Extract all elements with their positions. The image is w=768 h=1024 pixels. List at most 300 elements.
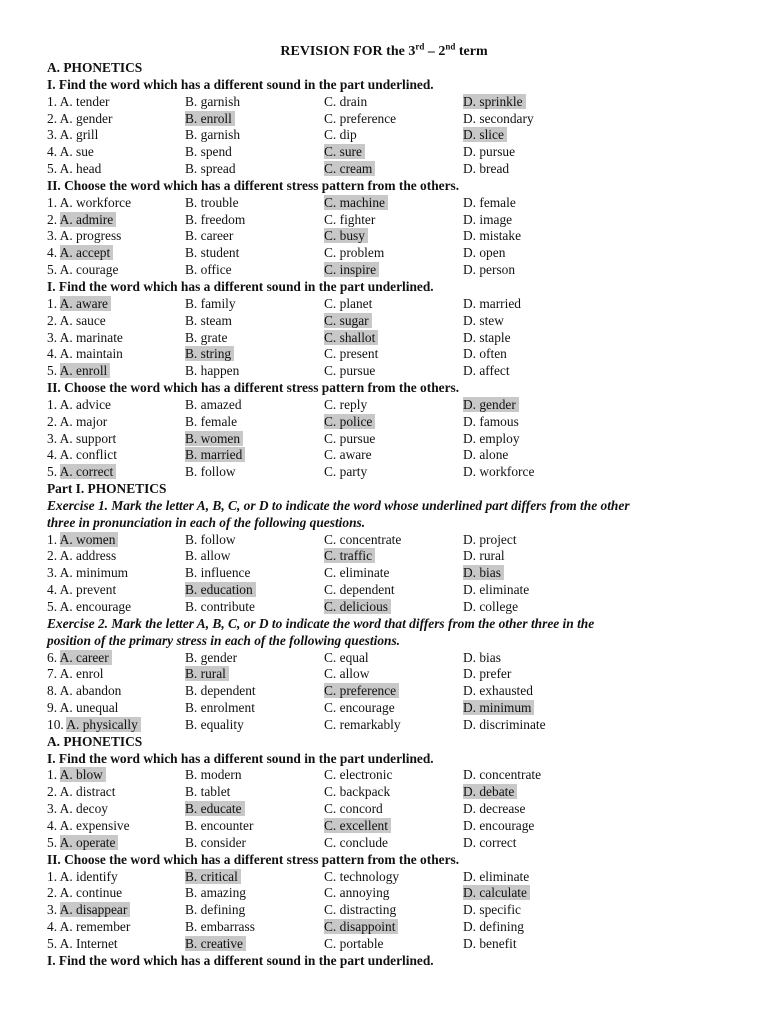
option-a	[47, 228, 185, 245]
option-b	[185, 313, 324, 330]
option-text-highlighted: C. machine	[324, 195, 388, 210]
option-a	[47, 127, 185, 144]
option-text: C. preference	[324, 110, 397, 126]
question-row	[47, 599, 737, 616]
option-text: B. consider	[185, 834, 246, 850]
option-b	[185, 902, 324, 919]
option-c	[324, 565, 463, 582]
option-a	[47, 885, 185, 902]
option-a	[47, 94, 185, 111]
option-text: C. reply	[324, 396, 368, 412]
instruction-heading: I. Find the word which has a different sound in the part underlined.	[47, 76, 434, 92]
option-text: B. defining	[185, 902, 246, 918]
option-text-highlighted: C. sure	[324, 144, 365, 159]
option-a	[47, 801, 185, 818]
option-b	[185, 650, 324, 667]
option-c	[324, 599, 463, 616]
option-a	[47, 548, 185, 565]
option-text: D. secondary	[463, 110, 534, 126]
option-text: 4. A. remember	[47, 919, 131, 935]
option-a	[47, 532, 185, 549]
question-row	[47, 296, 737, 313]
option-a	[47, 195, 185, 212]
option-text: D. bread	[463, 161, 510, 177]
option-b	[185, 919, 324, 936]
option-text-highlighted: D. bias	[463, 565, 504, 580]
option-c	[324, 330, 463, 347]
option-c	[324, 919, 463, 936]
option-a	[47, 784, 185, 801]
option-text-highlighted: C. busy	[324, 228, 368, 243]
question-row	[47, 111, 737, 128]
option-text: 3. A. progress	[47, 228, 122, 244]
option-text: B. equality	[185, 716, 244, 732]
option-text-highlighted: C. police	[324, 414, 375, 429]
option-text: B. garnish	[185, 93, 241, 109]
option-text-highlighted: C. disappoint	[324, 919, 398, 934]
option-text: B. tablet	[185, 784, 231, 800]
option-text: 1. A. workforce	[47, 194, 132, 210]
option-c	[324, 363, 463, 380]
option-d	[463, 245, 613, 262]
option-text-highlighted: C. cream	[324, 161, 375, 176]
exercise-heading: three in pronunciation in each of the following questions.	[47, 514, 366, 530]
option-d	[463, 346, 613, 363]
question-row	[47, 330, 737, 347]
option-text: D. female	[463, 194, 516, 210]
option-b	[185, 599, 324, 616]
question-row	[47, 683, 737, 700]
option-a	[47, 212, 185, 229]
option-b	[185, 262, 324, 279]
option-a	[47, 144, 185, 161]
option-a	[47, 464, 185, 481]
option-text: 4. A. expensive	[47, 817, 130, 833]
option-text: C. fighter	[324, 211, 376, 227]
option-text: 1. A. advice	[47, 396, 111, 412]
option-c	[324, 683, 463, 700]
option-c	[324, 228, 463, 245]
option-text-highlighted: A. women	[60, 532, 119, 547]
option-text: 3. A. minimum	[47, 565, 129, 581]
option-text-highlighted: B. women	[185, 431, 243, 446]
option-text: B. allow	[185, 548, 231, 564]
option-d	[463, 700, 613, 717]
option-text-highlighted: B. education	[185, 582, 256, 597]
option-text: D. affect	[463, 363, 510, 379]
option-b	[185, 111, 324, 128]
option-text: 5.	[47, 834, 60, 850]
option-c	[324, 869, 463, 886]
question-row	[47, 869, 737, 886]
option-d	[463, 127, 613, 144]
option-text: D. employ	[463, 430, 520, 446]
option-text-highlighted: B. creative	[185, 936, 246, 951]
option-b	[185, 835, 324, 852]
option-b	[185, 431, 324, 448]
option-a	[47, 111, 185, 128]
option-d	[463, 885, 613, 902]
option-text: 3. A. support	[47, 430, 117, 446]
option-text: C. pursue	[324, 363, 376, 379]
option-d	[463, 431, 613, 448]
option-text-highlighted: B. critical	[185, 869, 241, 884]
option-text: 5. A. Internet	[47, 935, 118, 951]
option-text-highlighted: A. accept	[60, 245, 114, 260]
option-b	[185, 683, 324, 700]
option-text: 1.	[47, 767, 60, 783]
option-d	[463, 363, 613, 380]
option-text: C. eliminate	[324, 565, 390, 581]
option-b	[185, 532, 324, 549]
option-text: C. remarkably	[324, 716, 401, 732]
question-row	[47, 700, 737, 717]
option-text: C. equal	[324, 649, 369, 665]
option-c	[324, 532, 463, 549]
option-b	[185, 296, 324, 313]
option-text: B. follow	[185, 531, 236, 547]
option-a	[47, 936, 185, 953]
option-c	[324, 94, 463, 111]
option-d	[463, 94, 613, 111]
question-row	[47, 397, 737, 414]
option-d	[463, 397, 613, 414]
option-text: C. distracting	[324, 902, 397, 918]
option-b	[185, 565, 324, 582]
option-b	[185, 869, 324, 886]
question-row	[47, 212, 737, 229]
option-c	[324, 464, 463, 481]
option-d	[463, 717, 613, 734]
option-c	[324, 195, 463, 212]
option-text-highlighted: A. career	[60, 650, 112, 665]
option-a	[47, 447, 185, 464]
question-row	[47, 195, 737, 212]
option-text: 1. A. tender	[47, 93, 110, 109]
option-a	[47, 599, 185, 616]
option-text: C. party	[324, 464, 368, 480]
section-heading: A. PHONETICS	[47, 60, 143, 75]
option-d	[463, 767, 613, 784]
option-text-highlighted: C. traffic	[324, 548, 375, 563]
option-d	[463, 666, 613, 683]
option-text: C. dependent	[324, 582, 395, 598]
title-mid: – 2	[424, 44, 446, 59]
option-b	[185, 212, 324, 229]
option-d	[463, 582, 613, 599]
option-c	[324, 127, 463, 144]
option-a	[47, 919, 185, 936]
option-text: D. workforce	[463, 464, 535, 480]
option-text: B. embarrass	[185, 919, 255, 935]
option-text: B. freedom	[185, 211, 246, 227]
option-b	[185, 717, 324, 734]
option-b	[185, 818, 324, 835]
option-text: B. steam	[185, 312, 232, 328]
option-c	[324, 431, 463, 448]
option-c	[324, 936, 463, 953]
option-text: B. garnish	[185, 127, 241, 143]
option-text-highlighted: C. preference	[324, 683, 399, 698]
question-row	[47, 447, 737, 464]
option-b	[185, 464, 324, 481]
option-c	[324, 801, 463, 818]
option-c	[324, 885, 463, 902]
option-text: D. specific	[463, 902, 522, 918]
option-d	[463, 532, 613, 549]
option-text-highlighted: C. shallot	[324, 330, 378, 345]
option-c	[324, 212, 463, 229]
option-b	[185, 414, 324, 431]
option-text-highlighted: B. enroll	[185, 111, 235, 126]
question-row	[47, 548, 737, 565]
option-text: B. student	[185, 245, 240, 261]
option-text: B. spread	[185, 161, 236, 177]
option-text: C. electronic	[324, 767, 393, 783]
option-b	[185, 397, 324, 414]
option-text: D. alone	[463, 447, 509, 463]
title-sup-rd: rd	[415, 41, 425, 52]
option-text-highlighted: B. married	[185, 447, 245, 462]
option-d	[463, 447, 613, 464]
question-row	[47, 582, 737, 599]
option-text-highlighted: D. slice	[463, 127, 507, 142]
option-text: 7. A. enrol	[47, 666, 104, 682]
option-text: 4. A. prevent	[47, 582, 117, 598]
option-text: 5.	[47, 464, 60, 480]
option-d	[463, 111, 613, 128]
option-text: C. dip	[324, 127, 357, 143]
option-text: 4.	[47, 245, 60, 261]
option-b	[185, 801, 324, 818]
option-text: C. problem	[324, 245, 385, 261]
option-a	[47, 666, 185, 683]
option-b	[185, 144, 324, 161]
option-a	[47, 565, 185, 582]
option-c	[324, 245, 463, 262]
option-a	[47, 835, 185, 852]
option-a	[47, 767, 185, 784]
question-row	[47, 228, 737, 245]
option-text: C. present	[324, 346, 379, 362]
option-text: 1.	[47, 295, 60, 311]
option-text: B. trouble	[185, 194, 239, 210]
option-d	[463, 144, 613, 161]
option-text: B. female	[185, 413, 238, 429]
option-d	[463, 414, 613, 431]
option-c	[324, 666, 463, 683]
option-text: D. concentrate	[463, 767, 542, 783]
question-row	[47, 919, 737, 936]
question-row	[47, 431, 737, 448]
option-text-highlighted: C. sugar	[324, 313, 372, 328]
option-text: 4. A. maintain	[47, 346, 123, 362]
title-sup-nd: nd	[445, 41, 456, 52]
question-row	[47, 144, 737, 161]
option-text: D. exhausted	[463, 683, 533, 699]
option-text: C. aware	[324, 447, 372, 463]
option-text: B. dependent	[185, 683, 256, 699]
option-text: D. eliminate	[463, 868, 530, 884]
option-text: D. eliminate	[463, 582, 530, 598]
option-text: 2.	[47, 211, 60, 227]
option-text: 2. A. distract	[47, 784, 116, 800]
option-b	[185, 548, 324, 565]
option-b	[185, 346, 324, 363]
option-c	[324, 700, 463, 717]
option-d	[463, 330, 613, 347]
option-text-highlighted: B. string	[185, 346, 234, 361]
option-text-highlighted: D. minimum	[463, 700, 534, 715]
option-c	[324, 397, 463, 414]
option-text: D. famous	[463, 413, 519, 429]
question-row	[47, 801, 737, 818]
option-d	[463, 212, 613, 229]
document-body	[47, 60, 737, 970]
question-row	[47, 313, 737, 330]
instruction-heading: II. Choose the word which has a different stress pattern from the others.	[47, 177, 460, 193]
option-text: D. stew	[463, 312, 504, 328]
option-d	[463, 296, 613, 313]
instruction-heading: I. Find the word which has a different sound in the part underlined.	[47, 278, 434, 294]
question-row	[47, 127, 737, 144]
option-a	[47, 161, 185, 178]
question-row	[47, 464, 737, 481]
option-text: D. defining	[463, 919, 524, 935]
instruction-heading: I. Find the word which has a different sound in the part underlined.	[47, 952, 434, 968]
option-d	[463, 565, 613, 582]
option-text: B. amazed	[185, 396, 242, 412]
option-text: D. mistake	[463, 228, 522, 244]
option-text: 3. A. marinate	[47, 329, 123, 345]
option-text: C. portable	[324, 935, 384, 951]
option-d	[463, 683, 613, 700]
option-text-highlighted: B. educate	[185, 801, 245, 816]
option-text: 3.	[47, 902, 60, 918]
option-a	[47, 700, 185, 717]
option-text: D. pursue	[463, 144, 516, 160]
option-text-highlighted: A. disappear	[60, 902, 131, 917]
option-text: D. discriminate	[463, 716, 546, 732]
option-d	[463, 919, 613, 936]
question-row	[47, 532, 737, 549]
option-text: 9. A. unequal	[47, 700, 119, 716]
option-text: D. rural	[463, 548, 505, 564]
option-text: C. encourage	[324, 700, 395, 716]
option-text-highlighted: A. admire	[60, 212, 117, 227]
option-text: D. married	[463, 295, 522, 311]
option-c	[324, 582, 463, 599]
option-b	[185, 700, 324, 717]
option-b	[185, 447, 324, 464]
option-b	[185, 936, 324, 953]
option-c	[324, 296, 463, 313]
option-text: D. encourage	[463, 817, 535, 833]
option-text: C. technology	[324, 868, 400, 884]
question-row	[47, 414, 737, 431]
option-text: B. contribute	[185, 599, 255, 614]
option-text: 2. A. address	[47, 548, 117, 564]
option-text: D. project	[463, 531, 517, 547]
option-b	[185, 767, 324, 784]
option-text: 5. A. courage	[47, 262, 119, 278]
option-text: B. career	[185, 228, 234, 244]
option-text: D. bias	[463, 649, 501, 665]
question-row	[47, 262, 737, 279]
option-a	[47, 717, 185, 734]
option-b	[185, 94, 324, 111]
option-text: C. pursue	[324, 430, 376, 446]
option-a	[47, 330, 185, 347]
question-row	[47, 346, 737, 363]
option-c	[324, 784, 463, 801]
question-row	[47, 650, 737, 667]
question-row	[47, 818, 737, 835]
option-text: D. person	[463, 262, 516, 278]
option-text: 1. A. identify	[47, 868, 118, 884]
option-c	[324, 346, 463, 363]
option-text: 1.	[47, 531, 60, 547]
option-text: B. follow	[185, 464, 236, 480]
option-a	[47, 869, 185, 886]
option-d	[463, 599, 613, 616]
option-text: 3. A. decoy	[47, 801, 108, 817]
option-c	[324, 767, 463, 784]
option-c	[324, 144, 463, 161]
option-text-highlighted: A. correct	[60, 464, 117, 479]
option-text: 5.	[47, 363, 60, 379]
question-row	[47, 245, 737, 262]
option-b	[185, 228, 324, 245]
option-c	[324, 902, 463, 919]
option-text-highlighted: C. excellent	[324, 818, 391, 833]
option-a	[47, 245, 185, 262]
exercise-heading: Exercise 2. Mark the letter A, B, C, or D to indicate the word that differs from the other three in the	[47, 615, 595, 631]
option-text: 4. A. sue	[47, 144, 94, 160]
option-text: B. influence	[185, 565, 251, 581]
question-row	[47, 666, 737, 683]
option-text-highlighted: A. blow	[60, 767, 106, 782]
question-row	[47, 835, 737, 852]
instruction-heading: II. Choose the word which has a different stress pattern from the others.	[47, 851, 460, 867]
option-text: D. college	[463, 599, 519, 614]
page-title	[0, 43, 768, 60]
title-main: REVISION FOR the 3	[280, 44, 416, 59]
question-row	[47, 936, 737, 953]
option-text-highlighted: A. enroll	[60, 363, 111, 378]
option-text: D. staple	[463, 329, 511, 345]
option-text: C. drain	[324, 93, 368, 109]
question-row	[47, 885, 737, 902]
option-text-highlighted: A. aware	[60, 296, 111, 311]
option-text: 8. A. abandon	[47, 683, 122, 699]
option-text: C. annoying	[324, 885, 390, 901]
instruction-heading: I. Find the word which has a different sound in the part underlined.	[47, 750, 434, 766]
section-heading: Part I. PHONETICS	[47, 481, 167, 497]
option-c	[324, 717, 463, 734]
question-row	[47, 902, 737, 919]
option-text: 2. A. sauce	[47, 312, 106, 328]
option-a	[47, 414, 185, 431]
option-a	[47, 431, 185, 448]
option-b	[185, 127, 324, 144]
option-d	[463, 228, 613, 245]
option-text-highlighted: C. delicious	[324, 599, 391, 614]
option-a	[47, 363, 185, 380]
option-text: C. concord	[324, 801, 383, 817]
option-b	[185, 784, 324, 801]
option-b	[185, 245, 324, 262]
